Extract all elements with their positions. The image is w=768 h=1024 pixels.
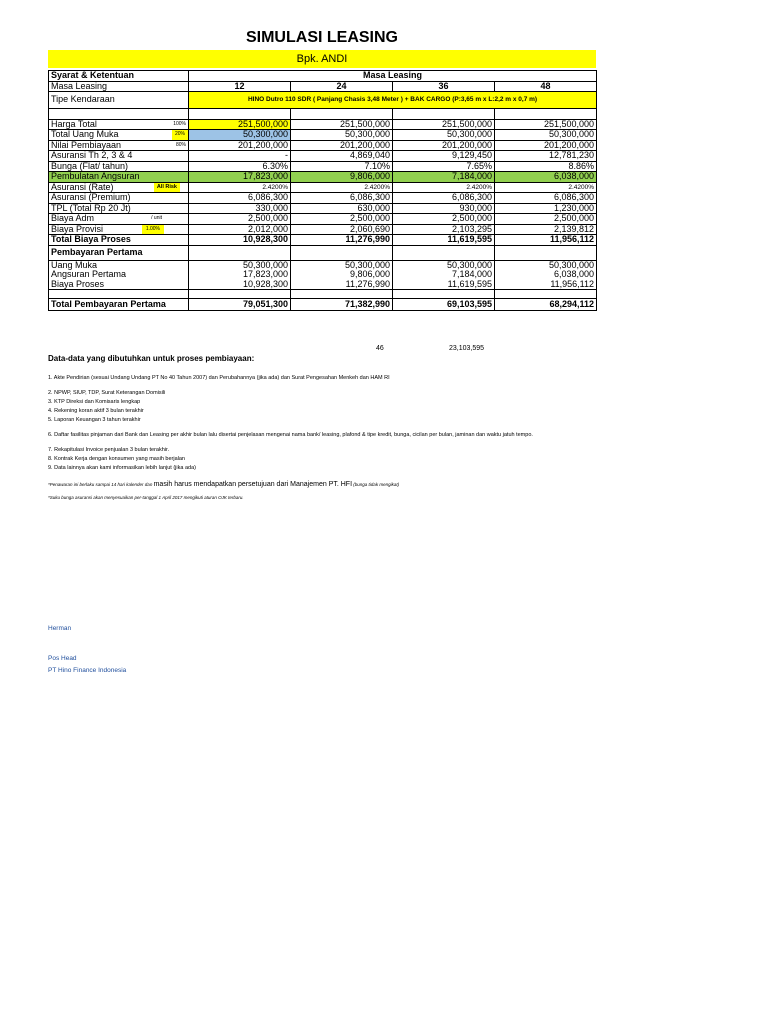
value-cell: 2,500,000 [189,214,291,225]
table-row [49,130,597,141]
value-cell: 6,086,300 [393,193,495,204]
table-row [49,280,597,290]
value-cell: 6,038,000 [495,172,597,183]
value-cell [495,245,597,260]
note-validity: *Penawaran ini berlaku sampai 14 hari kalender dan masih harus mendapatkan persetujuan dari Manajemen PT. HFI (bunga tidak mengikat) [48,481,400,488]
value-cell: 630,000 [291,203,393,214]
value-cell: 9,806,000 [291,270,393,280]
table-row [49,182,597,193]
row-label [49,161,189,172]
document-item: 8. Kontrak Kerja dengan konsumen yang masih berjalan [48,456,185,462]
value-cell: 50,300,000 [393,130,495,141]
value-cell: 1,230,000 [495,203,597,214]
row-label [49,172,189,183]
value-cell: 50,300,000 [495,130,597,141]
value-cell: 201,200,000 [495,140,597,151]
table-row [49,224,597,235]
value-cell: 930,000 [393,203,495,214]
table-row [49,161,597,172]
value-cell: 6,038,000 [495,270,597,280]
value-cell: 6,086,300 [189,193,291,204]
table-row [49,235,597,246]
value-cell: 4,869,040 [291,151,393,162]
table-row [49,81,597,92]
value-cell: 11,276,990 [291,280,393,290]
row-label [49,224,189,235]
value-cell: 251,500,000 [189,119,291,130]
value-cell: 251,500,000 [495,119,597,130]
value-cell: 11,956,112 [495,280,597,290]
value-cell: 2,500,000 [291,214,393,225]
value-cell: 2.4200% [189,182,291,193]
value-cell: 11,276,990 [291,235,393,246]
value-cell [291,245,393,260]
row-label-text: Asuransi (Premium) [51,192,131,202]
table-row [49,71,597,82]
value-cell: 2.4200% [393,182,495,193]
table-row [49,119,597,130]
table-row [49,140,597,151]
row-label [49,270,189,280]
row-label [49,260,189,270]
value-cell: 10,928,300 [189,235,291,246]
value-cell: 50,300,000 [495,260,597,270]
row-label [49,290,189,299]
table-row [49,109,597,120]
value-cell: 330,000 [189,203,291,214]
value-cell: 7,184,000 [393,172,495,183]
document-item: 4. Rekening koran aktif 3 bulan terakhir [48,408,144,414]
row-label-text: Asuransi (Rate) [51,182,114,192]
value-cell: 2,012,000 [189,224,291,235]
value-cell: 71,382,990 [291,299,393,311]
row-label-text: Total Biaya Proses [51,234,131,244]
table-row [49,270,597,280]
value-cell: 17,823,000 [189,172,291,183]
value-cell: 7,184,000 [393,270,495,280]
value-cell: 10,928,300 [189,280,291,290]
document-item: 1. Akte Pendirian (sesuai Undang Undang PT No 40 Tahun 2007) dan Perubahannya (jika ada) dan Surat Pengesahan Menkeh dan HAM RI [48,375,390,381]
value-cell: 9,129,450 [393,151,495,162]
note-insurance: *Suku bunga asuransi akan menyesuaikan per-tanggal 1 April 2017 mengikuti aturan OJK terbaru. [48,495,244,500]
row-label-text: Nilai Pembiayaan [51,140,122,150]
provisi-rate: 1.00% [142,225,164,235]
signer-company: PT Hino Finance Indonesia [48,667,127,674]
value-cell [393,290,495,299]
row-label-text: Total Uang Muka [51,129,119,139]
row-label-text: TPL (Total Rp 20 Jt) [51,203,131,213]
under-note-left: 46 [376,345,384,352]
row-label [49,119,189,130]
value-cell: 9,806,000 [291,172,393,183]
value-cell: 2,139,812 [495,224,597,235]
value-cell: 201,200,000 [291,140,393,151]
value-cell: 11,619,595 [393,280,495,290]
value-cell [189,290,291,299]
row-label-text: Biaya Provisi [51,224,104,234]
value-cell: 12,781,230 [495,151,597,162]
document-item: 3. KTP Direksi dan Komisaris lengkap [48,399,141,405]
row-label [49,151,189,162]
table-row [49,151,597,162]
value-cell [291,290,393,299]
value-cell: 2,500,000 [393,214,495,225]
table-row [49,172,597,183]
value-cell: 2,103,295 [393,224,495,235]
row-label-text: Harga Total [51,119,97,129]
row-label [49,203,189,214]
masa-leasing-header: Masa Leasing [189,71,597,82]
section-header: Syarat & Ketentuan [49,71,189,82]
vehicle-type: HINO Dutro 110 SDR ( Panjang Chasis 3,48 Meter ) + BAK CARGO (P:3,65 m x L:2,2 m x 0,7 m) [189,92,597,109]
row-label [49,214,189,225]
value-cell: 2,060,690 [291,224,393,235]
value-cell: 7.10% [291,161,393,172]
table-row [49,290,597,299]
document-item: 2. NPWP, SIUP, TDP, Surat Keterangan Domisili [48,390,166,396]
table-row [49,193,597,204]
table-row [49,245,597,260]
table-row [49,214,597,225]
value-cell: 6,086,300 [495,193,597,204]
tenor-cell: 12 [189,81,291,92]
value-cell: 69,103,595 [393,299,495,311]
value-cell: 68,294,112 [495,299,597,311]
row-label-text: Total Pembayaran Pertama [51,298,166,309]
value-cell: 251,500,000 [291,119,393,130]
row-label [49,182,189,193]
customer-name: Bpk. ANDI [48,50,596,68]
value-cell: 2.4200% [495,182,597,193]
value-cell [393,245,495,260]
value-cell: 8.86% [495,161,597,172]
row-label: Tipe Kendaraan [49,92,189,109]
row-label-text: Bunga (Flat/ tahun) [51,161,129,171]
row-label [49,140,189,151]
value-cell: 50,300,000 [291,260,393,270]
all-risk-badge: All Risk [154,183,180,193]
row-label [49,130,189,141]
value-cell: - [189,151,291,162]
document-item: 7. Rekapitulasi Invoice penjualan 3 bulan terakhir. [48,447,170,453]
value-cell [189,245,291,260]
under-note-right: 23,103,595 [449,345,485,352]
value-cell: 251,500,000 [393,119,495,130]
row-label-text: Biaya Proses [51,279,105,289]
row-label-text: Biaya Adm [51,213,95,223]
row-label-text: Pembayaran Pertama [51,246,143,257]
documents-section [48,354,603,500]
value-cell: 201,200,000 [393,140,495,151]
leasing-table [48,70,597,311]
value-cell: 50,300,000 [291,130,393,141]
row-label [49,193,189,204]
row-note: 80% [175,141,186,148]
value-cell: 50,300,000 [189,260,291,270]
value-cell: 11,956,112 [495,235,597,246]
signer-title: Pos Head [48,655,77,662]
row-label-text: Pembulatan Angsuran [51,171,140,181]
row-label-text: Asuransi Th 2, 3 & 4 [51,150,133,160]
document-item: 6. Daftar fasilitas pinjaman dari Bank dan Leasing per akhir bulan lalu disertai penjelasan mengenai nama bank/ leasing, plafond & tipe kredit, bunga, cicilan per bulan, jaminan dan waktu jatuh tempo. [48,432,533,438]
row-label: Masa Leasing [49,81,189,92]
table-row [49,299,597,311]
value-cell: 79,051,300 [189,299,291,311]
row-note: 100% [173,120,186,127]
document-item: 5. Laporan Keuangan 3 tahun terakhir [48,417,141,423]
table-row [49,260,597,270]
row-label-text: Uang Muka [51,260,98,270]
signer-name: Herman [48,625,72,632]
value-cell [495,290,597,299]
value-cell: 50,300,000 [189,130,291,141]
value-cell: 17,823,000 [189,270,291,280]
table-row [49,203,597,214]
table-row [49,92,597,109]
page-title: SIMULASI LEASING [245,29,398,46]
row-note: 20% [172,130,188,140]
value-cell: 2,500,000 [495,214,597,225]
row-label [49,245,189,260]
tenor-cell: 36 [393,81,495,92]
value-cell: 50,300,000 [393,260,495,270]
document-item: 9. Data lainnya akan kami informasikan lebih lanjut (jika ada) [48,465,196,471]
value-cell: 2.4200% [291,182,393,193]
row-label [49,280,189,290]
value-cell: 11,619,595 [393,235,495,246]
tenor-cell: 48 [495,81,597,92]
documents-header: Data-data yang dibutuhkan untuk proses pembiayaan: [48,354,255,363]
row-label-text: Angsuran Pertama [51,270,127,279]
value-cell: 201,200,000 [189,140,291,151]
row-label [49,299,189,311]
value-cell: 7.65% [393,161,495,172]
tenor-cell: 24 [291,81,393,92]
row-label [49,235,189,246]
value-cell: 6,086,300 [291,193,393,204]
value-cell: 6.30% [189,161,291,172]
row-note: / unit [151,215,162,221]
